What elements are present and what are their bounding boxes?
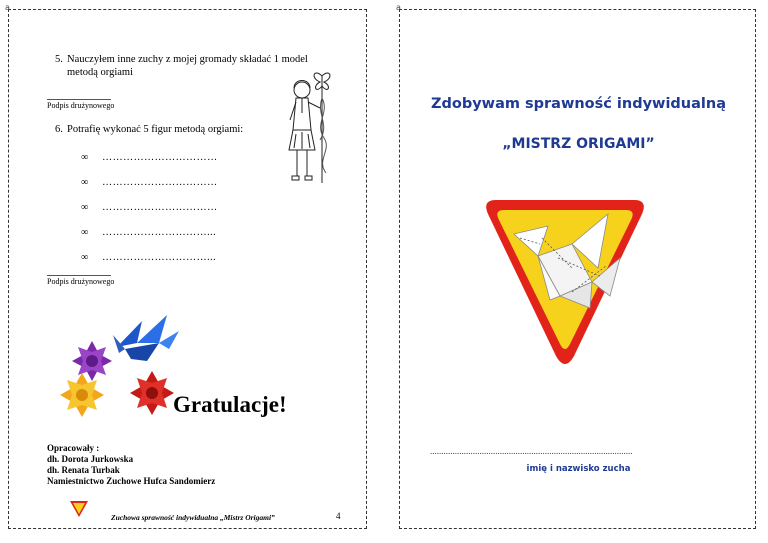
name-blank-line: .......................................................................................... [430,446,633,456]
yellow-flower-icon [60,373,104,417]
badge-logo-icon [69,500,89,518]
blank-line: …………………………... [102,252,217,263]
credits-heading: Opracowały : [47,443,100,453]
infinity-bullet-icon: ∞ [81,152,89,163]
purple-flower-icon [72,341,112,381]
signature-line [47,275,111,276]
list-item [81,147,281,172]
congratulations-heading: Gratulacje! [173,392,287,417]
list-item [81,247,281,272]
corner-mark: a [5,3,10,12]
right-page [396,3,756,529]
blank-line: …………………………... [102,227,217,238]
infinity-bullet-icon: ∞ [81,177,89,188]
item-5-line2: metodą orgiami [67,67,133,78]
list-item [81,172,281,197]
blank-line: …………………………… [102,202,218,213]
list-item [81,197,281,222]
list-item [81,222,281,247]
signature-label-2: Podpis drużynowego [47,277,115,286]
item-5-number: 5. [55,54,63,65]
blank-line: …………………………… [102,177,218,188]
infinity-bullet-icon: ∞ [81,227,89,238]
page-number: 4 [336,511,341,521]
signature-line [47,99,111,100]
credits-organization: Namiestnictwo Zuchowe Hufca Sandomierz [47,476,216,486]
blank-line: …………………………… [102,152,218,163]
name-label: imię i nazwisko zucha [526,464,631,474]
title-line-2: „MISTRZ ORIGAMI” [502,136,655,152]
infinity-bullet-icon: ∞ [81,252,89,263]
left-page [5,3,367,529]
credits [47,443,215,487]
item-5-line1: Nauczyłem inne zuchy z mojej gromady składać 1 model [67,54,308,65]
scout-girl-illustration [284,68,354,188]
red-flower-icon [130,371,174,415]
corner-mark: a [396,3,401,12]
origami-crane-icon [113,315,179,361]
figure-list [81,147,281,272]
item-6-text: Potrafię wykonać 5 figur metodą orgiami: [67,124,244,135]
title-line-1: Zdobywam sprawność indywidualną [431,96,726,112]
credits-author-2: dh. Renata Turbak [47,465,120,475]
credits-author-1: dh. Dorota Jurkowska [47,454,134,464]
infinity-bullet-icon: ∞ [81,202,89,213]
signature-label-1: Podpis drużynowego [47,101,115,110]
origami-master-badge-icon [480,196,650,368]
footer-title: Zuchowa sprawność indywidualna „Mistrz Origami” [111,513,275,522]
item-6-number: 6. [55,124,63,135]
